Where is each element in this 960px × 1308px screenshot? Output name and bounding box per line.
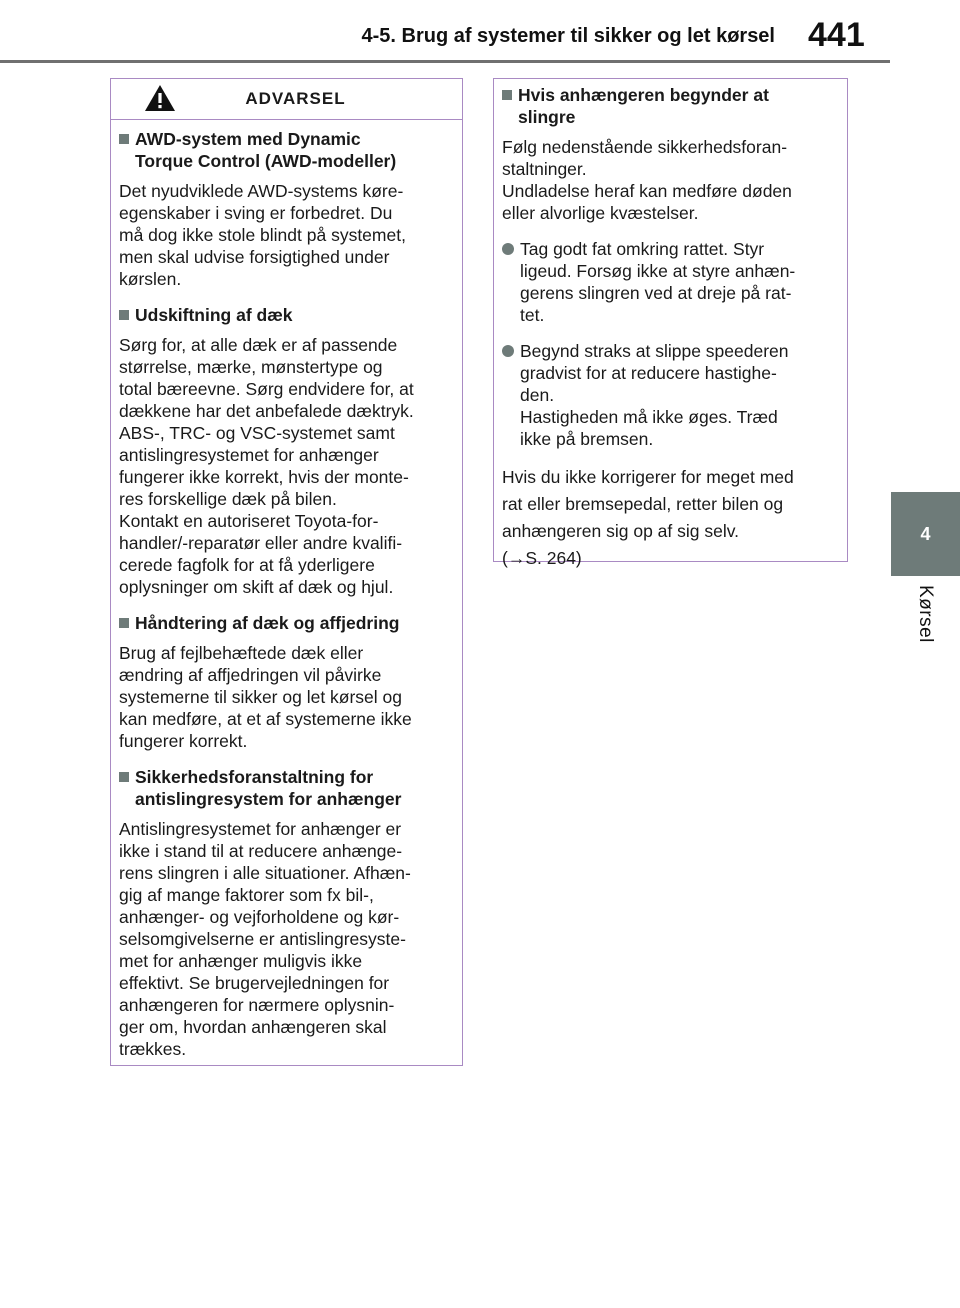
warning-section-text [119, 642, 454, 752]
text-line: systemerne til sikker og let kørsel og [119, 687, 403, 707]
square-bullet-icon [119, 618, 129, 628]
text-line: met for anhænger muligvis ikke [119, 951, 363, 971]
text-line: selsomgivelserne er antislingresyste- [119, 929, 406, 949]
text-line: ABS-, TRC- og VSC-systemet samt [119, 423, 395, 443]
text-line: kan medføre, at et af systemerne ikke [119, 709, 412, 729]
section-title: 4-5. Brug af systemer til sikker og let kørsel [361, 25, 775, 47]
square-bullet-icon [119, 134, 129, 144]
text-line: Begynd straks at slippe speederen [520, 341, 789, 361]
text-line: Det nyudviklede AWD-systems køre- [119, 181, 404, 201]
text-line: Antislingresystemet for anhænger er [119, 819, 402, 839]
text-line: cerede fagfolk for at få yderligere [119, 555, 375, 575]
text-line: Hvis du ikke korrigerer for meget med [502, 467, 794, 487]
text-line: må dog ikke stole blindt på systemet, [119, 225, 406, 245]
chapter-tab[interactable] [891, 492, 960, 576]
text-line: oplysninger om skift af dæk og hjul. [119, 577, 394, 597]
text-line: Følg nedenstående sikkerhedsforan- [502, 137, 788, 157]
square-bullet-icon [119, 310, 129, 320]
warning-section-heading [119, 128, 454, 172]
warning-section-text [119, 334, 454, 598]
warning-body [111, 120, 462, 1060]
text-line: fungerer korrekt. [119, 731, 248, 751]
chapter-number: 4 [920, 523, 931, 544]
page-reference-link[interactable]: (→S. 264) [502, 548, 582, 568]
text-line: rens slingren i alle situationer. Afhæn- [119, 863, 411, 883]
text-line: Tag godt fat omkring rattet. Styr [520, 239, 765, 259]
text-line: Brug af fejlbehæftede dæk eller [119, 643, 364, 663]
list-item [502, 340, 839, 450]
text-line: anhængeren sig op af sig selv. [502, 521, 740, 541]
text-line: gerens slingren ved at dreje på rat- [520, 283, 792, 303]
square-bullet-icon [119, 772, 129, 782]
warning-header [111, 79, 462, 120]
round-bullet-icon [502, 345, 514, 357]
text-line: gig af mange faktorer som fx bil-, [119, 885, 374, 905]
heading-line: Håndtering af dæk og affjedring [135, 613, 400, 633]
square-bullet-icon [502, 90, 512, 100]
header-rule [0, 60, 890, 63]
text-line: eller alvorlige kvæstelser. [502, 203, 699, 223]
sway-outro [502, 464, 839, 572]
text-line: gradvist for at reducere hastighe- [520, 363, 777, 383]
text-line: den. [520, 385, 555, 405]
text-line: Sørg for, at alle dæk er af passende [119, 335, 398, 355]
heading-line: AWD-system med Dynamic [135, 129, 361, 149]
text-line: Kontakt en autoriseret Toyota-for- [119, 511, 379, 531]
text-line: antislingresystemet for anhænger [119, 445, 379, 465]
heading-line: Udskiftning af dæk [135, 305, 293, 325]
heading-line: slingre [518, 107, 576, 127]
warning-section-heading [119, 612, 454, 634]
text-line: dækkene har det anbefalede dæktryk. [119, 401, 414, 421]
list-item [502, 238, 839, 326]
text-line: størrelse, mærke, mønstertype og [119, 357, 383, 377]
heading-line: Sikkerhedsforanstaltning for [135, 767, 374, 787]
round-bullet-icon [502, 243, 514, 255]
warning-section-text [119, 818, 454, 1060]
warning-label: ADVARSEL [245, 89, 346, 108]
warning-section-text [119, 180, 454, 290]
warning-section-heading [119, 304, 454, 326]
text-line: ger om, hvordan anhængeren skal [119, 1017, 387, 1037]
page-number: 441 [808, 16, 865, 54]
warning-triangle-icon [143, 83, 177, 113]
heading-line: antislingresystem for anhænger [135, 789, 402, 809]
text-line: effektivt. Se brugervejledningen for [119, 973, 390, 993]
text-line: egenskaber i sving er forbedret. Du [119, 203, 393, 223]
warning-box [110, 78, 463, 1066]
text-line: ligeud. Forsøg ikke at styre anhæn- [520, 261, 796, 281]
text-line: rat eller bremsepedal, retter bilen og [502, 494, 784, 514]
text-line: Undladelse heraf kan medføre døden [502, 181, 792, 201]
text-line: handler/-reparatør eller andre kvalifi- [119, 533, 403, 553]
heading-line: Torque Control (AWD-modeller) [135, 151, 397, 171]
text-line: anhængeren for nærmere oplysnin- [119, 995, 395, 1015]
sway-intro [502, 136, 839, 224]
text-line: ændring af affjedringen vil påvirke [119, 665, 382, 685]
text-line: Hastigheden må ikke øges. Træd [520, 407, 778, 427]
text-line: men skal udvise forsigtighed under [119, 247, 390, 267]
sway-heading [502, 84, 839, 128]
text-line: staltninger. [502, 159, 587, 179]
heading-line: Hvis anhængeren begynder at [518, 85, 769, 105]
chapter-label: Kørsel [915, 585, 936, 643]
text-line: res forskellige dæk på bilen. [119, 489, 337, 509]
text-line: trækkes. [119, 1039, 187, 1059]
text-line: tet. [520, 305, 545, 325]
text-line: ikke på bremsen. [520, 429, 654, 449]
text-line: fungerer ikke korrekt, hvis der monte- [119, 467, 409, 487]
warning-section-heading [119, 766, 454, 810]
text-line: ikke i stand til at reducere anhænge- [119, 841, 403, 861]
text-line: anhænger- og vejforholdene og kør- [119, 907, 400, 927]
sway-box [493, 78, 848, 568]
text-line: total bæreevne. Sørg endvidere for, at [119, 379, 414, 399]
text-line: kørslen. [119, 269, 182, 289]
